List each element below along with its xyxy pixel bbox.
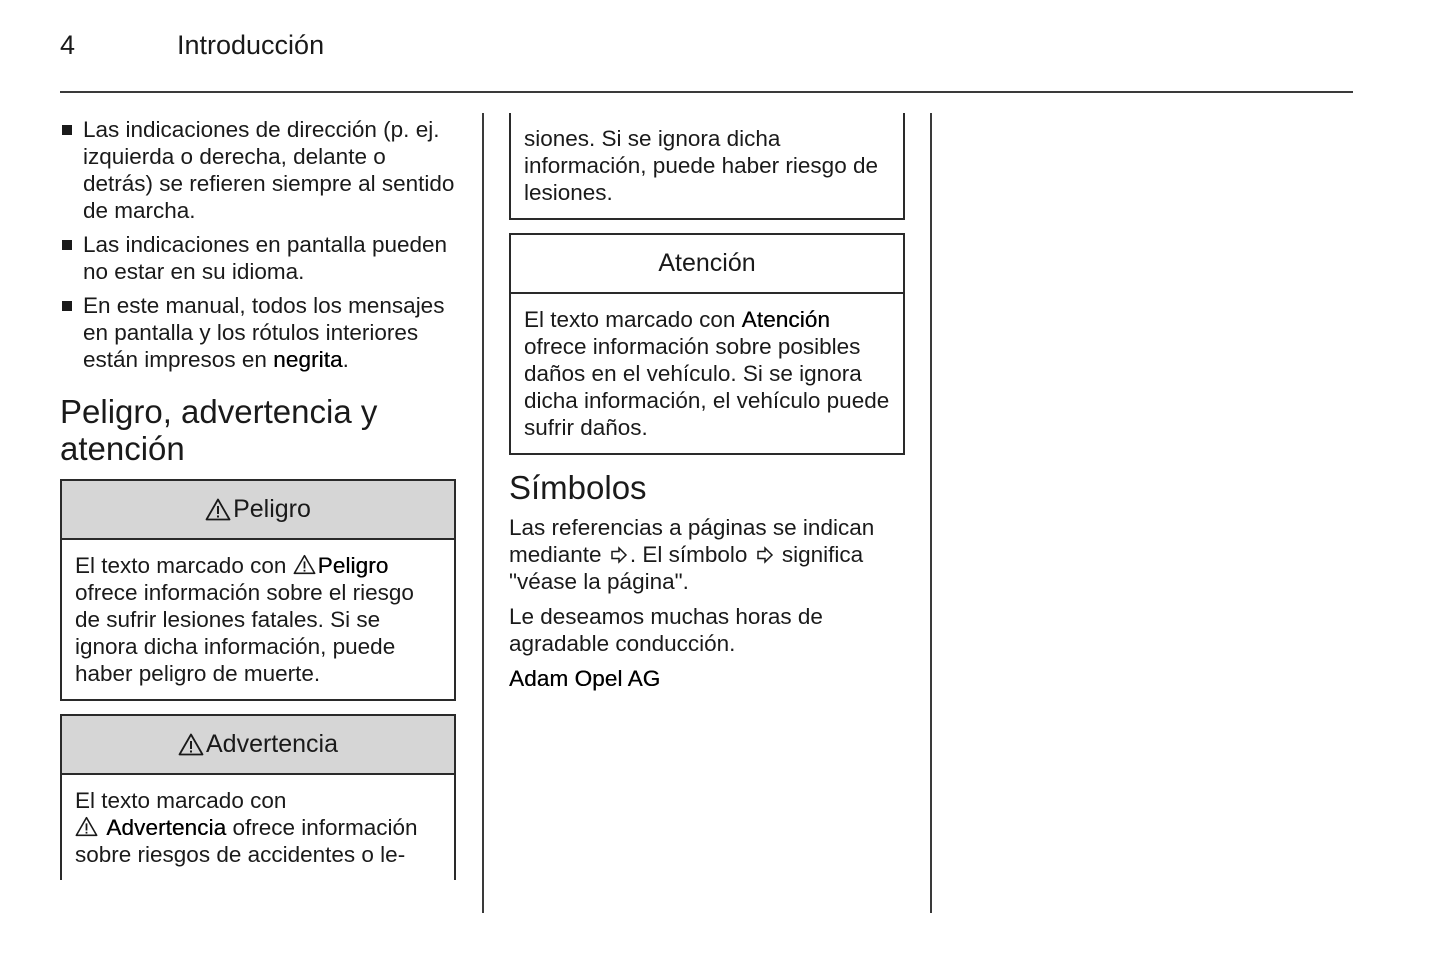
bullet-list <box>60 116 456 373</box>
column-divider-right <box>930 113 932 913</box>
header-rule <box>60 91 1353 93</box>
caution-notice-body <box>511 294 903 453</box>
page-reference-arrow-icon <box>610 546 628 564</box>
column-middle <box>509 113 905 700</box>
warning-notice-title: Advertencia <box>205 730 339 758</box>
caution-body-text: El texto marcado con <box>524 307 742 332</box>
caution-body-bold: Atención <box>741 307 830 332</box>
closing-paragraph: Le deseamos muchas horas de agradable conducción. <box>509 604 823 656</box>
warning-notice-continuation <box>509 113 905 220</box>
bullet-square-icon <box>62 240 72 250</box>
bullet-square-icon <box>62 301 72 311</box>
danger-body-text-end: ofrece información sobre el riesgo de sufrir lesiones fatales. Si se ignora dicha información, puede haber peligro de muerte. <box>75 580 414 686</box>
symbols-text-b: . El símbolo <box>629 542 754 567</box>
warning-triangle-icon <box>205 498 231 521</box>
warning-notice-body <box>62 775 454 880</box>
warning-notice-header <box>62 716 454 775</box>
warning-triangle-icon <box>178 733 204 756</box>
list-item <box>60 292 456 373</box>
column-left <box>60 116 456 880</box>
symbols-text-c: significa "véase la página". <box>509 542 864 594</box>
bullet-text: Las indicaciones en pantalla pueden no estar en su idioma. <box>83 232 448 284</box>
list-item <box>60 116 456 224</box>
warning-continuation-body: siones. Si se ignora dicha información, puede haber riesgo de lesiones. <box>524 126 878 205</box>
warning-triangle-icon <box>75 816 98 837</box>
caution-notice-header <box>511 235 903 294</box>
warning-triangle-icon <box>293 554 316 575</box>
danger-notice-body <box>62 540 454 699</box>
warning-body-text: El texto marcado con <box>75 788 287 813</box>
list-item <box>60 231 456 285</box>
danger-notice-header <box>62 481 454 540</box>
danger-notice <box>60 479 456 701</box>
caution-body-text-end: ofrece información sobre posibles daños en el vehículo. Si se ignora dicha información, el vehículo puede sufrir daños. <box>524 334 890 440</box>
signature: Adam Opel AG <box>509 666 661 691</box>
symbols-paragraph <box>509 514 905 595</box>
bullet-text: Las indicaciones de dirección (p. ej. izquierda o derecha, delante o detrás) se refieren siempre al sentido de marcha. <box>83 117 455 223</box>
bullet-square-icon <box>62 125 72 135</box>
page-reference-arrow-icon <box>756 546 774 564</box>
bullet-text: En este manual, todos los mensajes en pantalla y los rótulos interiores están impresos en <box>83 293 445 372</box>
danger-body-bold: Peligro <box>317 553 389 578</box>
bullet-bold-text: negrita <box>273 347 343 372</box>
running-title: Introducción <box>177 30 325 60</box>
caution-notice <box>509 233 905 455</box>
column-divider-left <box>482 113 484 913</box>
warning-body-bold: Advertencia <box>106 815 227 840</box>
danger-body-text: El texto marcado con <box>75 553 293 578</box>
danger-notice-title: Peligro <box>233 495 311 523</box>
bullet-text-end: . <box>342 347 349 372</box>
warning-body-text-end: ofrece información sobre riesgos de accidentes o le- <box>75 815 418 867</box>
warning-notice <box>60 714 456 880</box>
section-heading-peligro: Peligro, advertencia y atención <box>60 393 378 467</box>
caution-notice-title: Atención <box>658 249 756 277</box>
page-number: 4 <box>60 30 76 60</box>
section-heading-simbolos: Símbolos <box>509 469 647 506</box>
symbols-text-a: Las referencias a páginas se indican mediante <box>509 515 875 567</box>
